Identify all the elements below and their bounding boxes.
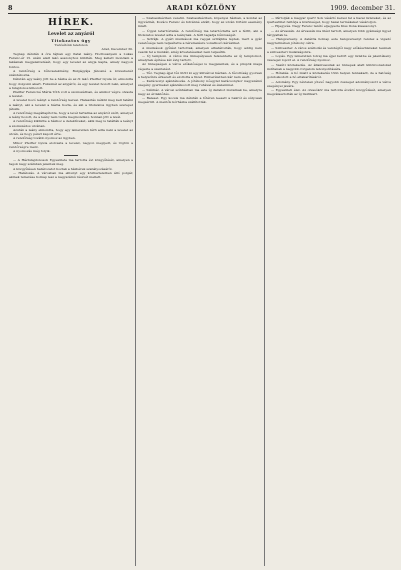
article-paragraph: A rendőrség kiküldte a házhoz a detektíveket, akik meg is találták a leányt a szomszédos utcában. [9, 119, 133, 128]
news-item: — Tűz. Tegnap éjjel tűz ütött ki egy külvárosi házban. A tűzoltóság gyorsan a helyszínre érkezett és eloltotta a tüzet. Emberéletben kár nem esett. [138, 70, 262, 79]
column-divider [264, 16, 265, 566]
page-header [8, 3, 395, 13]
news-item: — Szilveszter. A város szállodái és vendéglői nagy előkészületeket tesznek a szilveszteri mulatságokra. [267, 45, 391, 54]
news-item: — Vasúti közlekedés. Az államvasutak az ünnepek alatt különvonatokat indítanak a nagyobb forgalom lebonyolítására. [267, 62, 391, 71]
news-item: A közgyűlésen határozatot hoztak a házbérek szabályozásáról. [13, 166, 113, 171]
section-title: HÍREK. [47, 17, 95, 28]
column-2 [138, 16, 262, 566]
news-item: — Halálozás. A városban ma elhunyt egy köztiszteletben álló polgár, akinek temetése holnap lesz a nagyszámú részvét mellett. [9, 171, 133, 180]
article-paragraph: A rendőrség tovább nyomoz az ügyben. [13, 136, 76, 141]
news-item: — Pártolják a magyar ipart! Sok vásárló keresi fel a hazai üzleteket, és az ipartestület felhívja a közönséget, hogy hazai termékeket vásároljon. [267, 16, 391, 25]
header-rule [8, 13, 395, 14]
issue-date: 1909. december 31. [330, 4, 395, 12]
article-paragraph: Mikor Pfeiffer Gyula elolvasta a levelet, nagyon megijedt, és rögtön a rendőrségre ment. [9, 140, 133, 149]
page-number: 8 [8, 4, 13, 12]
article-divider [64, 155, 78, 156]
news-item: — Baleset. Egy kocsis ma délután a főtéren leesett a bakról és súlyosan megsérült. A mentők kórházba szállították. [138, 96, 262, 105]
news-item: — Színház. A városi színházban ma este új darabot mutatnak be, amelyre nagy az érdeklődés. [138, 87, 262, 96]
news-item: — Új templom. A város ma ünnepélyesen felszentelte az új templomot, amelynek építése két évig tartott. [138, 53, 262, 63]
article-paragraph: A nyomozás még folyik. [13, 149, 51, 154]
news-item: — A Háztulajdonosok Egyesülete ma tartotta évi közgyűlését, amelyen a tagok nagy számban jelentek meg. [9, 158, 133, 167]
news-item: — Ügyel letartóztatás. A rendőrség ma letartóztatta azt a férfit, aki a titokzatos levelet adta a leánynak. A férfi tagadja bűnösségét. [138, 28, 262, 37]
column-divider [135, 16, 136, 566]
column-3 [267, 16, 391, 566]
dateline: Arad, December 30. [101, 47, 133, 52]
article-paragraph: Azután a leány elmondta, hogy egy ismeretlen férfi adta neki a levelet az utcán, és hogy pénzt kapott érte. [9, 127, 133, 137]
news-item: — Egyesületi élet. Az olvasókör ma tartotta évzáró közgyűlését, amelyen megválasztották az új tisztikart. [267, 88, 391, 97]
column-1 [9, 16, 133, 566]
news-item: A munkások gyűlést tartottak, amelyen elhatározták, hogy addig nem veszik fel a munkát, amíg követeléseiket nem teljesítik. [138, 45, 262, 54]
newspaper-title: ARADI KÖZLÖNY [166, 4, 237, 12]
news-item: — Lopás. Egy ismeretlen tolvaj ma éjjel betört egy üzletbe és jelentékeny összeget lopott el. A rendőrség nyomoz. [267, 54, 391, 63]
article-paragraph: Délután egy leány jött be a házba és az öt lakó Pfeiffer Gyula úr, elmondta hogy dolgozni akart. Fuksznél az anyjáról, és egy levelet hozott neki, amelyet a tulajdonos kihozott. [9, 77, 133, 90]
news-item: Az ünnepségen a város előkelőségei is megjelentek, és a püspök maga végezte a szentelést. [138, 62, 262, 71]
news-item: — Sztrájk. A gyári munkások ma reggel sztrájkba léptek, mert a gyár vezetősége nem teljesítette a béremelésre vonatkozó kérésüket. [138, 37, 262, 46]
article-paragraph: A rendőrség a bűncselekmény, Bulgágyája Jánosné a kövesbenét szándékozna. [9, 68, 133, 78]
news-item: — Eljegyzés. Nagy Ferenc tanító eljegyezte Kiss Ilona kisasszonyt. [271, 24, 377, 29]
byline: Tudósítónk telefonon [54, 43, 88, 48]
news-item: — Az árvaszék. Az árvaszék ma ülést tartott, amelyen több gyámsági ügyet tárgyaltak le. [267, 28, 391, 37]
news-item: — Szabaszkéziben vezetni. Szabaszkéziben, köpenyei házban, a kondai az ügyvédnél, Kovács Ferenc és Istvánné elvált, hogy az utcán történt esemény miatt. [138, 16, 262, 29]
news-item: — Karácsonyi ajándékozás. A jótékony nőegylet karácsonykor nagyszámú szegény gyermeket ajándékozott meg ruhával és élelemmel. [138, 79, 262, 88]
article-subtitle: Titokzatos ügy [51, 37, 91, 43]
title-rule [61, 29, 81, 30]
article-paragraph: A rendőrség megállapította, hogy a levél tartalma az anyáról szólt, amelyet a leány hozott, de a leány nem tudta megmondani, honnan jött a levél. [9, 111, 133, 120]
news-item: — Hólakás. A hó miatt a közlekedés több helyen fennakadt, de a hatóság gondoskodott a hó eltakarításáról. [267, 71, 391, 80]
article-paragraph: Tegnap délután 4 óra tájban egy fiatal leány, Hodrosanyem a Lukas Ferenc-ér 15. szám alatt lakó asszonyhoz küldték. Meg kellett mondani a lakásnak megjelentetését, hogy egy levelet az anyja kapta, amely nagyon fontos. [9, 52, 133, 69]
article-title: Levelet az anyáról [47, 32, 95, 37]
article-paragraph: Pfeiffer Ferencné Mária Tóth volt a szomszédban, és amikor végre olvasta a levelet. [9, 89, 133, 99]
article-paragraph: A levelet hozó leányt a rendőrség keresi. Halasztás nélkül meg kell találni a leányt, aki a levelet a házba hozta, és aki a titokzatos ügyben szerepet játszik. [9, 98, 133, 111]
news-item: — Adomány. Egy névtelen jótevő nagyobb összeget adományozott a város szegényei javára. [267, 79, 391, 88]
news-item: — Hangverseny. A dalárda holnap este hangversenyt rendez a vigadó nagytermében jótékony célra. [267, 37, 391, 46]
